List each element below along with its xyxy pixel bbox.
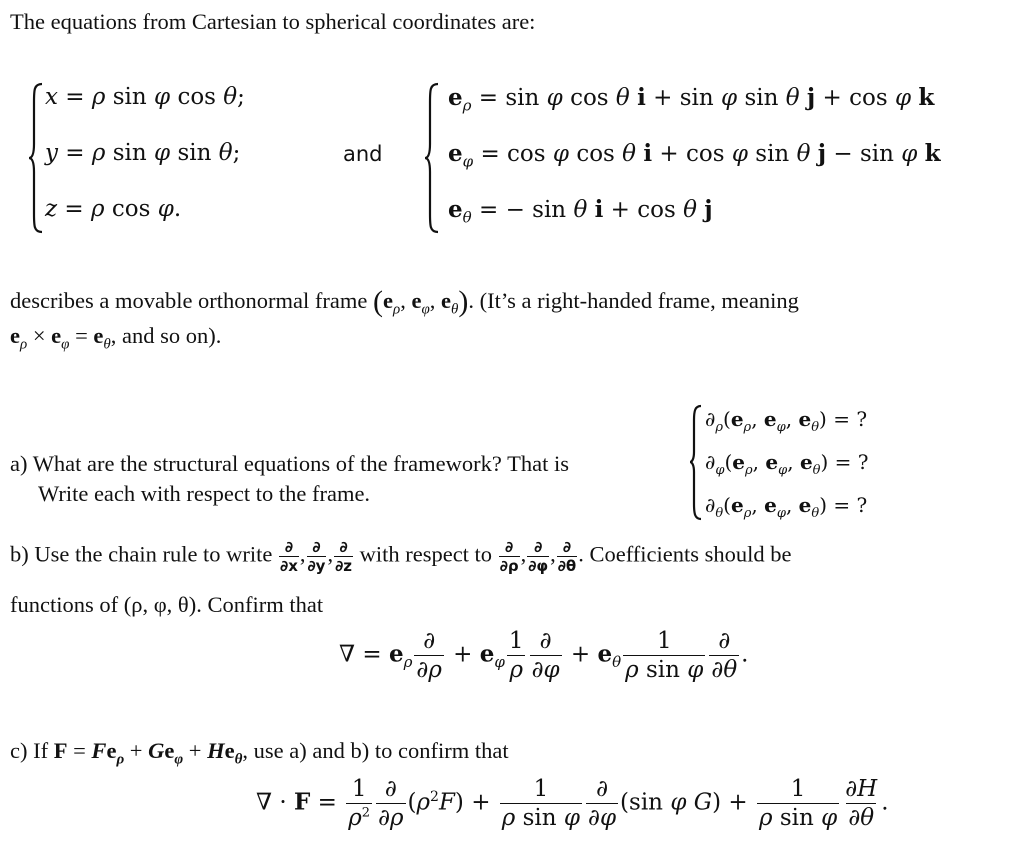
- part-c-line1: c) If $F = Fe_\rho + Ge_\varphi + He_\theta$, use a) and b) to confirm that: [10, 738, 509, 768]
- intro-text: The equations from Cartesian to spherical coordinates are:: [10, 9, 536, 34]
- part-a-eq-rho: $\partial_\rho(e_\rho$, $e_\varphi$, $e_\theta$) = ?: [705, 407, 868, 435]
- left-brace: [28, 82, 44, 234]
- and-label: and: [343, 142, 383, 166]
- frame-description-line1: describes a movable orthonormal frame ($e_\rho$, $e_\varphi$, $e_\theta$). (It’s a right-handed frame, meaning: [10, 285, 799, 318]
- part-a-line2: Write each with respect to the frame.: [38, 481, 371, 506]
- part-b-line2: functions of (ρ, φ, θ). Confirm that: [10, 592, 324, 617]
- system1-eq-x: x = ρ sin φ cos θ;: [45, 84, 245, 110]
- divergence-formula: ∇ · F = $\frac{1}{\rho^2}$ $\frac{\partial}{\partial\rho}$ $(\rho^2F)$ + $\frac{1}{\text{ρ sin φ}}$ $\frac{\partial}{\partial\varphi}$ (sin φ G) + $\frac{1}{\text{ρ sin φ}}$ $\frac{\partial H}{\partial\theta}$ .: [256, 776, 889, 831]
- part-a-eq-phi: $\partial_\varphi(e_\rho$, $e_\varphi$, $e_\theta$) = ?: [705, 450, 869, 478]
- system2-eq-e-theta: $e_\theta$ = − sin θ i + cos θ j: [448, 196, 713, 227]
- gradient-formula: ∇ = $e_\rho$ $\frac{\partial}{\partial\rho}$ + $e_\varphi$ $\frac{1}{\rho}$ $\frac{\partial}{\partial\varphi}$ + $e_\theta$ $\frac{1}{\text{ρ sin φ}}$ $\frac{\partial}{\partial\theta}$ .: [339, 628, 749, 683]
- part-a-brace: [689, 404, 703, 522]
- right-brace: [424, 82, 440, 234]
- part-a-eq-theta: $\partial_\theta(e_\rho$, $e_\varphi$, $e_\theta$) = ?: [705, 493, 868, 521]
- part-a-line1: a) What are the structural equations of the framework? That is: [10, 451, 569, 476]
- system1-eq-y: y = ρ sin φ sin θ;: [45, 140, 241, 166]
- system2-eq-e-phi: $e_\varphi = \cos \varphi$ cos θ i + cos φ sin θ j − sin φ k: [448, 140, 941, 171]
- frame-description-line2: $e_\rho \times e_\varphi = e_\theta$, and so on).: [10, 323, 222, 353]
- system2-eq-e-rho: $e_\rho = \sin \varphi$ cos θ i + sin φ sin θ j + cos φ k: [448, 84, 935, 115]
- part-b-line1: b) Use the chain rule to write ∂ ∂x , ∂ ∂y , ∂ ∂z with respect to ∂ ∂ρ , ∂ ∂φ , ∂ ∂θ . Coefficients should be: [10, 538, 792, 575]
- system1-eq-z: z = ρ cos φ.: [45, 196, 182, 222]
